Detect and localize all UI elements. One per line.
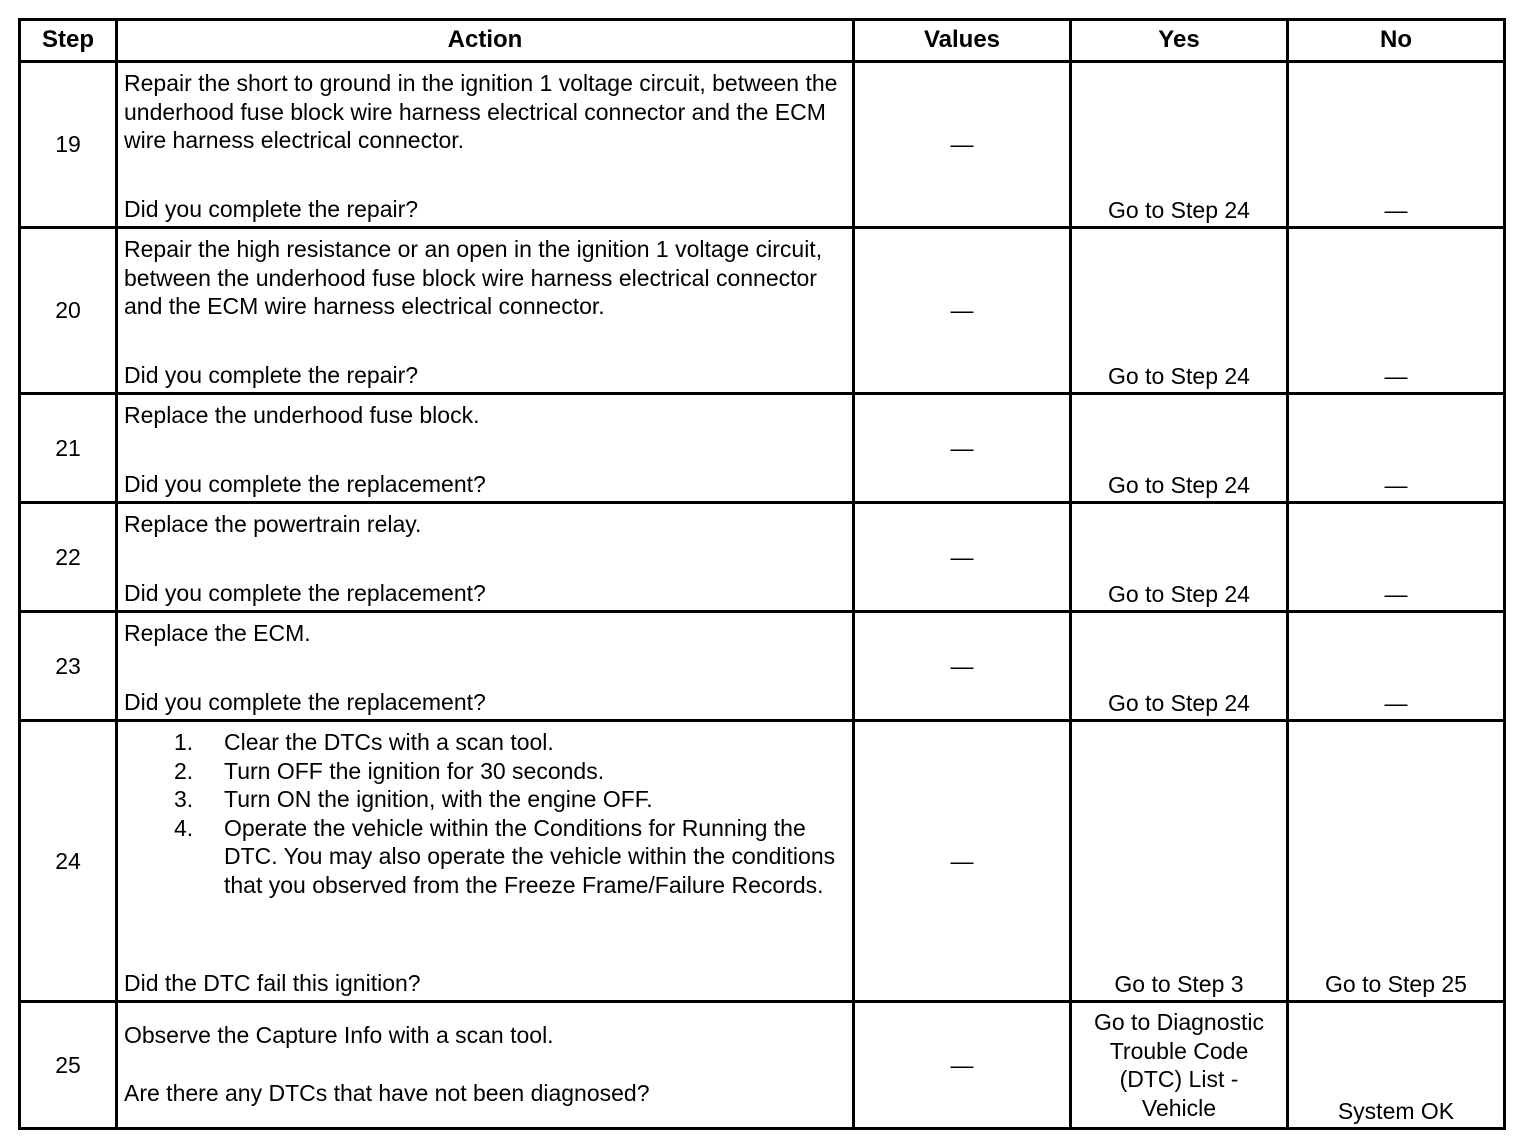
action-question: Did you complete the replacement? — [124, 470, 486, 497]
no-cell: — — [1288, 612, 1505, 721]
list-item — [124, 814, 842, 900]
action-cell — [117, 228, 854, 394]
values-cell: — — [854, 503, 1071, 612]
yes-cell: Go to Step 24 — [1071, 62, 1288, 228]
action-text: Repair the short to ground in the ignition 1 voltage circuit, between the underhood fuse block wire harness electrical connector and the ECM wire harness electrical connector. — [124, 70, 838, 153]
header-no: No — [1288, 20, 1505, 62]
action-question: Did you complete the replacement? — [124, 579, 486, 606]
yes-cell: Go to Step 24 — [1071, 612, 1288, 721]
substep-number: 2. — [174, 757, 194, 784]
diagnostic-table — [18, 18, 1506, 1130]
no-cell: System OK — [1288, 1002, 1505, 1129]
action-cell — [117, 62, 854, 228]
yes-cell: Go to Step 24 — [1071, 228, 1288, 394]
table-row-24 — [20, 721, 1505, 1002]
table-row-25 — [20, 1002, 1505, 1129]
substep-number: 3. — [174, 786, 194, 812]
action-cell — [117, 1002, 854, 1129]
step-number: 22 — [20, 503, 117, 612]
action-cell — [117, 721, 854, 1002]
header-values: Values — [854, 20, 1071, 62]
header-row — [20, 20, 1505, 62]
action-question: Did the DTC fail this ignition? — [124, 969, 421, 996]
substep-text: Turn OFF the ignition for 30 seconds. — [224, 757, 605, 784]
values-cell: — — [854, 62, 1071, 228]
step-number: 21 — [20, 394, 117, 503]
action-text: Replace the ECM. — [124, 620, 311, 646]
step-number: 25 — [20, 1002, 117, 1129]
values-cell: — — [854, 612, 1071, 721]
table-row-23 — [20, 612, 1505, 721]
list-item — [124, 757, 842, 786]
table-row-20 — [20, 228, 1505, 394]
action-cell — [117, 612, 854, 721]
substep-text: Turn ON the ignition, with the engine OFF. — [224, 786, 653, 812]
action-cell — [117, 394, 854, 503]
yes-cell — [1071, 1002, 1288, 1129]
substep-text: Clear the DTCs with a scan tool. — [224, 729, 554, 755]
action-question: Are there any DTCs that have not been diagnosed? — [124, 1079, 650, 1106]
action-text: Replace the powertrain relay. — [124, 511, 422, 537]
no-cell: — — [1288, 228, 1505, 394]
action-cell — [117, 503, 854, 612]
action-text: Observe the Capture Info with a scan tool. — [124, 1022, 554, 1048]
step-number: 19 — [20, 62, 117, 228]
action-question: Did you complete the replacement? — [124, 688, 486, 715]
yes-cell: Go to Step 24 — [1071, 394, 1288, 503]
table-row-22 — [20, 503, 1505, 612]
action-question: Did you complete the repair? — [124, 361, 419, 388]
header-step: Step — [20, 20, 117, 62]
yes-link-text[interactable]: Go to Diagnostic Trouble Code (DTC) List - Vehicle — [1093, 1009, 1265, 1121]
action-question: Did you complete the repair? — [124, 195, 419, 222]
header-action: Action — [117, 20, 854, 62]
header-yes: Yes — [1071, 20, 1288, 62]
values-cell: — — [854, 1002, 1071, 1129]
substep-number: 4. — [174, 814, 194, 841]
no-cell: — — [1288, 503, 1505, 612]
values-cell: — — [854, 721, 1071, 1002]
table-row-19 — [20, 62, 1505, 228]
action-text: Repair the high resistance or an open in the ignition 1 voltage circuit, between the underhood fuse block wire harness electrical connector and the ECM wire harness electrical connector. — [124, 236, 823, 319]
step-number: 23 — [20, 612, 117, 721]
substep-text: Operate the vehicle within the Conditions for Running the DTC. You may also operate the vehicle within the conditions that you observed from the Freeze Frame/Failure Records. — [224, 814, 836, 898]
no-cell: Go to Step 25 — [1288, 721, 1505, 1002]
values-cell: — — [854, 228, 1071, 394]
table-row-21 — [20, 394, 1505, 503]
no-cell: — — [1288, 62, 1505, 228]
action-text: Replace the underhood fuse block. — [124, 402, 480, 428]
yes-cell: Go to Step 24 — [1071, 503, 1288, 612]
yes-cell: Go to Step 3 — [1071, 721, 1288, 1002]
no-cell: — — [1288, 394, 1505, 503]
substep-number: 1. — [174, 729, 194, 755]
list-item — [124, 785, 842, 814]
step-number: 24 — [20, 721, 117, 1002]
step-number: 20 — [20, 228, 117, 394]
substep-list — [124, 728, 842, 899]
list-item — [124, 728, 842, 757]
values-cell: — — [854, 394, 1071, 503]
